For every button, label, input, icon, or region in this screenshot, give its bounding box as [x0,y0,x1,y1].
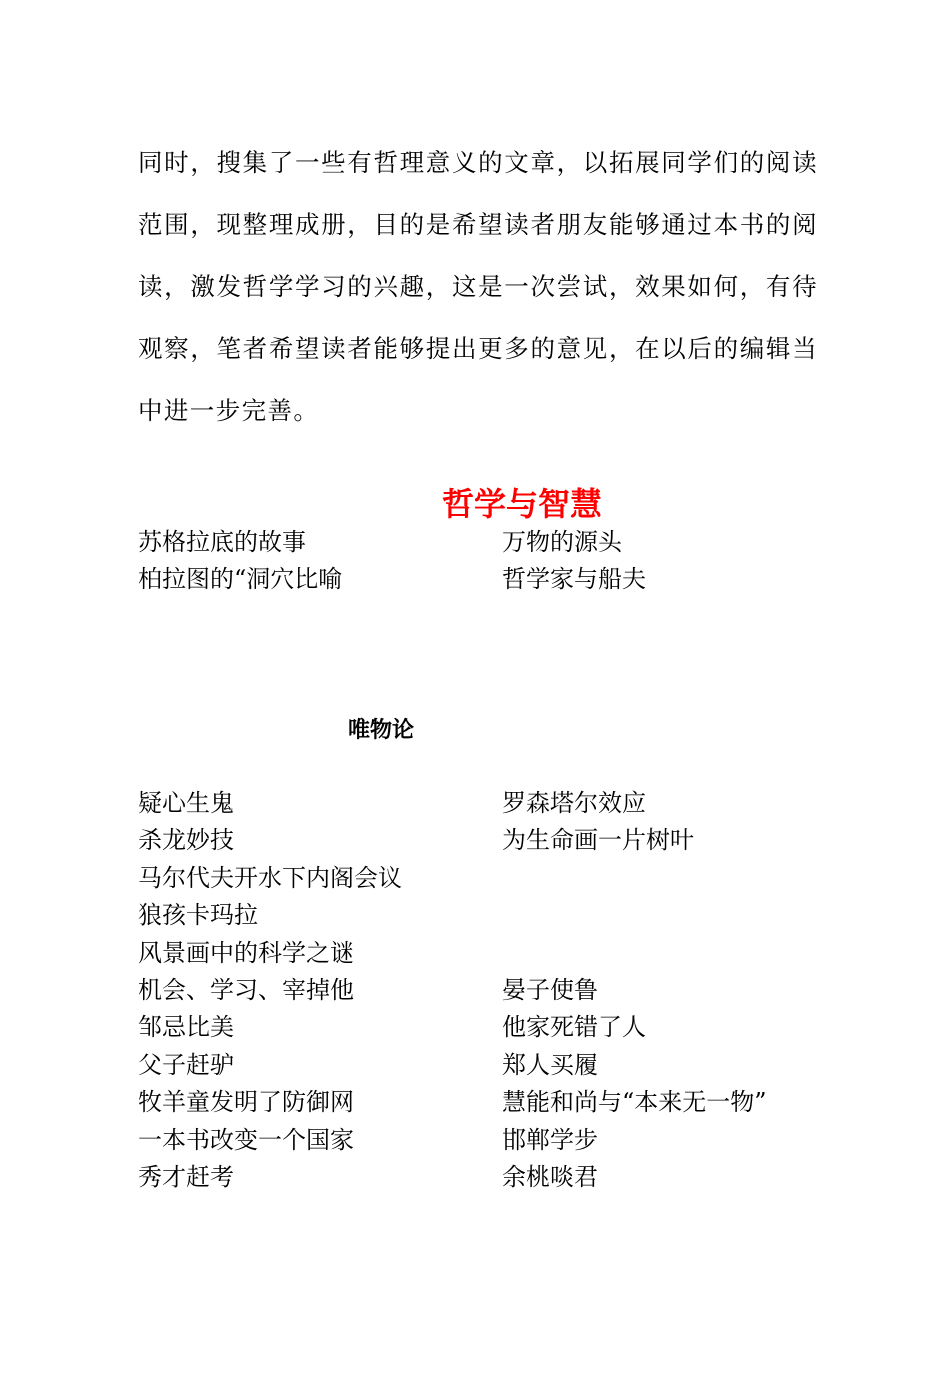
article-title-right: 万物的源头 [502,528,622,556]
article-title-right: 余桃啖君 [502,1162,598,1191]
article-row [138,822,738,859]
article-title-left: 杀龙妙技 [138,826,234,855]
section-title-materialism: 唯物论 [348,717,415,743]
article-row [138,897,738,934]
article-title-left: 牧羊童发明了防御网 [138,1088,354,1117]
article-title-left: 柏拉图的“洞穴比喻 [138,565,343,594]
article-title-left: 马尔代夫开水下内阁会议 [138,863,402,892]
article-row [138,1122,738,1159]
article-row [138,785,738,822]
article-title-left: 邹忌比美 [138,1013,234,1042]
article-title-left: 父子赶驴 [138,1050,234,1079]
intro-paragraph: 同时，搜集了一些有哲理意义的文章，以拓展同学们的阅读范围，现整理成册，目的是希望读者朋友能够通过本书的阅读，激发哲学学习的兴趣，这是一次尝试，效果如何，有待观察，笔者希望读者能够提出更多的意见，在以后的编辑当中进一步完善。 [138,148,818,425]
article-title-left: 苏格拉底的故事 [138,528,306,556]
article-title-right: 慧能和尚与“本来无一物” [502,1088,767,1117]
article-title-right: 哲学家与船夫 [502,565,646,594]
article-row [138,1009,738,1046]
article-title-right: 邯郸学步 [502,1125,598,1154]
article-list-philosophy-wisdom [138,524,738,599]
article-title-left: 疑心生鬼 [138,789,234,817]
article-list-materialism [138,785,767,1196]
section-title-philosophy-wisdom: 哲学与智慧 [442,485,603,523]
article-row [138,524,738,561]
article-title-right: 他家死错了人 [502,1013,646,1042]
article-title-left: 一本书改变一个国家 [138,1125,354,1154]
article-row [138,935,738,972]
article-title-left: 秀才赶考 [138,1162,234,1191]
article-row [138,1084,767,1121]
article-row [138,1159,738,1196]
article-title-right: 晏子使鲁 [502,975,598,1004]
article-row [138,561,738,598]
article-title-left: 风景画中的科学之谜 [138,938,354,967]
article-title-left: 狼孩卡玛拉 [138,901,258,930]
article-row [138,860,738,897]
article-title-right: 罗森塔尔效应 [502,789,646,817]
article-title-right: 郑人买履 [502,1050,598,1079]
article-title-right: 为生命画一片树叶 [502,826,694,855]
article-title-left: 机会、学习、宰掉他 [138,975,354,1004]
article-row [138,972,738,1009]
article-row [138,1047,738,1084]
